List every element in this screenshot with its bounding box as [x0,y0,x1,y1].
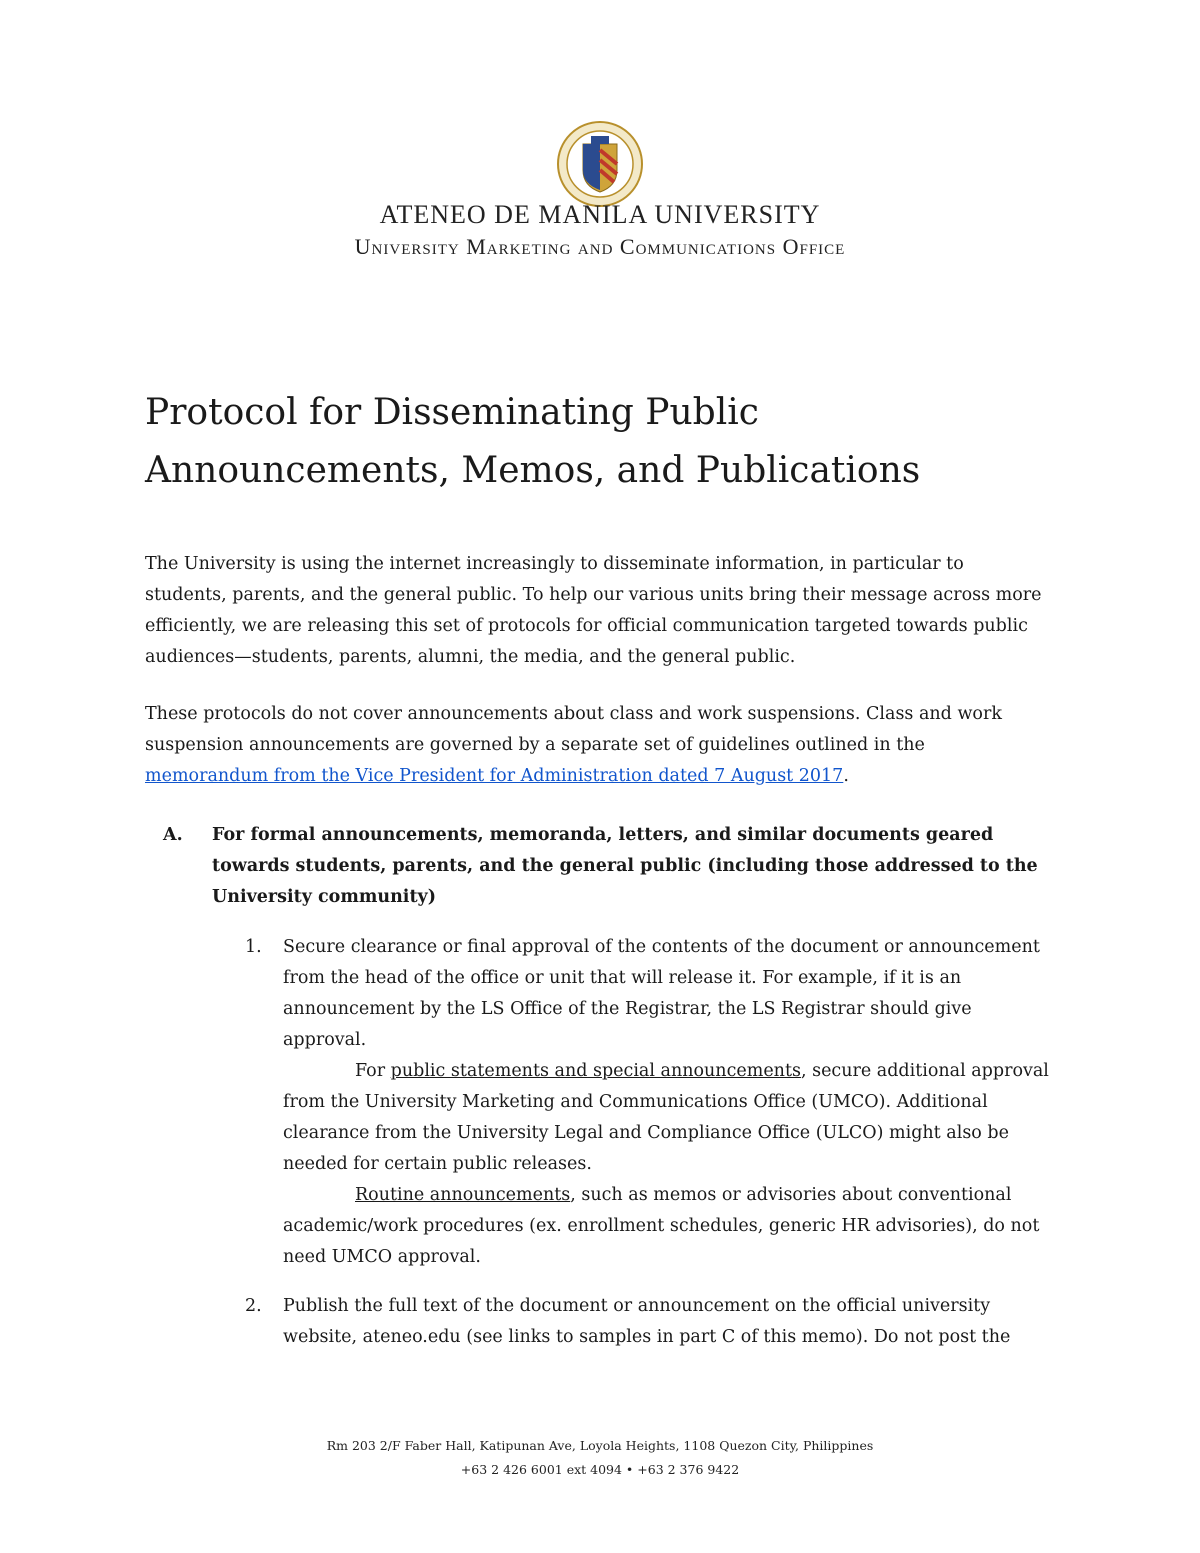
list-item-2 [245,1291,1060,1353]
intro-paragraph: The University is using the internet increasingly to disseminate information, in particular to students, parents, and the general public. To help our various units bring their message across more efficiently, we are releasing this set of protocols for official communication targeted towards public audiences—students, parents, alumni, the media, and the general public. [145,554,1042,667]
section-a [163,820,1043,913]
footer-phone: +63 2 426 6001 ext 4094 • +63 2 376 9422 [460,1462,740,1477]
suspension-text: These protocols do not cover announcements about class and work suspensions. Class and work suspension announcements are governed by a separate set of guidelines outlined in the [145,704,1002,755]
sub1-post: , secure additional approval from the University Marketing and Communications Office (UMCO). Additional clearance from the University Legal and Compliance Office (ULCO) might also be needed for certain public releases. [283,1061,1049,1174]
university-name: ATENEO DE MANILA UNIVERSITY [379,200,821,229]
sub1-underlined: public statements and special announcements [390,1061,801,1081]
list-item-2-number: 2. [245,1296,262,1316]
list-item-1 [245,932,1060,1273]
title-line-1: Protocol for Disseminating Public [145,392,759,433]
ateneo-seal-icon [556,120,644,208]
memorandum-link[interactable]: memorandum from the Vice President for Administration dated 7 August 2017 [145,766,844,786]
footer-address: Rm 203 2/F Faber Hall, Katipunan Ave, Loyola Heights, 1108 Quezon City, Philippines [326,1438,874,1453]
list-item-2-text: Publish the full text of the document or announcement on the official university website, ateneo.edu (see links to samples in part C of this memo). Do not post the [283,1296,1011,1347]
sub2-underlined: Routine announcements [355,1185,571,1205]
sub1-pre: For [355,1061,391,1081]
office-name: University Marketing and Communications Office [354,234,846,259]
list-item-1-number: 1. [245,937,262,957]
page-title [145,384,1065,500]
suspension-end: . [843,766,849,786]
section-a-heading: For formal announcements, memoranda, letters, and similar documents geared towards students, parents, and the general public (including those addressed to the University community) [212,825,1038,907]
suspension-paragraph [145,699,1050,792]
title-line-2: Announcements, Memos, and Publications [145,450,921,491]
list-item-1-text: Secure clearance or final approval of the contents of the document or announcement from the head of the office or unit that will release it. For example, if it is an announcement by the LS Office of the Registrar, the LS Registrar should give approval. [283,937,1040,1050]
sub2-post: , such as memos or advisories about conventional academic/work procedures (ex. enrollment schedules, generic HR advisories), do not need UMCO approval. [283,1185,1040,1267]
section-a-marker: A. [163,825,183,845]
